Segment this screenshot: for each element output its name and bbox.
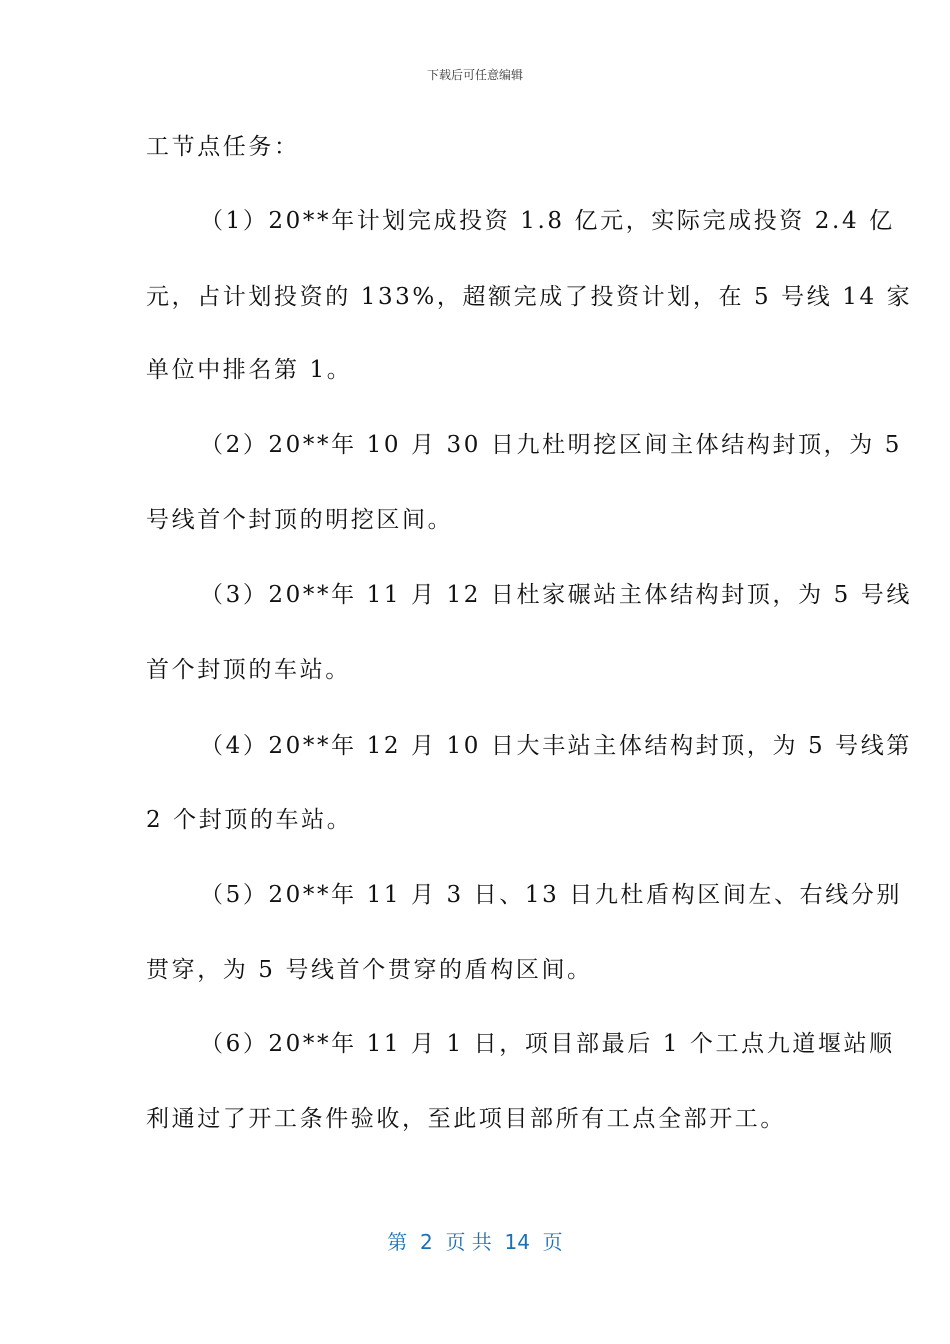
text-line: （3）20**年 11 月 12 日杜家碾站主体结构封顶，为 5 号线 [200,582,912,608]
text-line: 号线首个封顶的明挖区间。 [146,507,454,533]
text-line: 工节点任务： [146,134,300,160]
text-line: 首个封顶的车站。 [146,657,351,683]
text-line: （6）20**年 11 月 1 日，项目部最后 1 个工点九道堰站顺 [200,1031,895,1057]
text-line: 贯穿，为 5 号线首个贯穿的盾构区间。 [146,957,593,983]
text-line: （4）20**年 12 月 10 日大丰站主体结构封顶，为 5 号线第 [200,733,912,759]
text-line: 利通过了开工条件验收，至此项目部所有工点全部开工。 [146,1106,786,1132]
text-line: 单位中排名第 1。 [146,357,353,383]
text-line: （5）20**年 11 月 3 日、13 日九杜盾构区间左、右线分别 [200,882,903,908]
text-line: （2）20**年 10 月 30 日九杜明挖区间主体结构封顶，为 5 [200,432,903,458]
text-line: 2 个封顶的车站。 [146,807,353,833]
text-line: 元，占计划投资的 133%，超额完成了投资计划，在 5 号线 14 家 [146,284,913,310]
page-number-footer: 第 2 页 共 14 页 [387,1230,563,1254]
text-line: （1）20**年计划完成投资 1.8 亿元，实际完成投资 2.4 亿 [200,208,895,234]
page-header: 下载后可任意编辑 [426,68,523,82]
